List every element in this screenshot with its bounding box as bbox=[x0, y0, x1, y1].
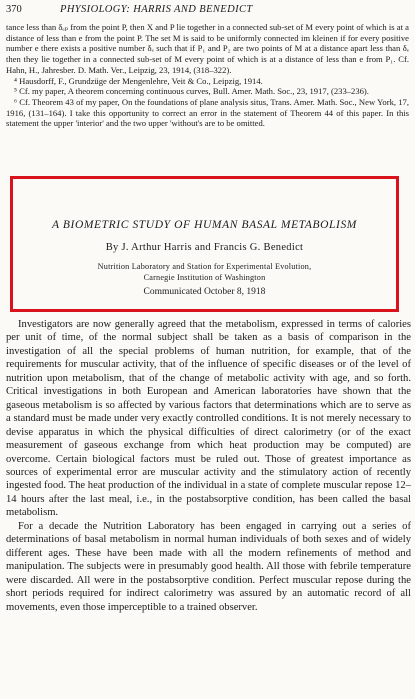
affiliation-line-2: Carnegie Institution of Washington bbox=[143, 272, 266, 282]
article-title: A BIOMETRIC STUDY OF HUMAN BASAL METABOLISM bbox=[52, 219, 357, 231]
body-paragraph-1: Investigators are now generally agreed that the metabolism, expressed in terms of calories per unit of time, of the normal subject shall be taken as a basis of comparison in the investigation of all the special problems of human nutrition, for example, that of the requirements for muscular activity, that of the influence of specific diseases or of the level of nutrition upon metabolism, that of the change of metabolic activity with age, and so forth. Critical investigations in both European and American laboratories have shown that the gaseous metabolism is so affected by various factors that determinations which are to serve as a standard must be made under very exactly controlled conditions. It is not merely necessary to devise apparatus in which the physical difficulties of direct calorimetry (or of the exact measurement of gaseous exchange from which heat production may be computed) are overcome. Certain biological factors must be ruled out. Those of greatest importance as sources of experimental error are muscular activity and the stimulatory action of recently ingested food. The heat production of the individual in a state of complete muscular repose 12–14 hours after the last meal, i.e., in the postabsorptive condition, has been called the basal metabolism. bbox=[6, 319, 411, 519]
article-body bbox=[6, 318, 411, 614]
running-head-title: PHYSIOLOGY: HARRIS AND BENEDICT bbox=[60, 4, 253, 15]
body-paragraph-2: For a decade the Nutrition Laboratory has been engaged in carrying out a series of determinations of basal metabolism in normal human individuals of both sexes and of widely different ages. These have been made with all the modern refinements of method and manipulation. The subjects were in presumably good health. All those with febrile temperature were discarded. All were in the postabsorptive condition. Perfect muscular repose during the short periods required for indirect calorimetry was assured by an automatic record of all movements, even those imperceptible to a trained observer. bbox=[6, 520, 411, 613]
running-head bbox=[6, 3, 409, 17]
article-affiliation bbox=[13, 262, 396, 283]
page-number: 370 bbox=[6, 4, 22, 15]
footnotes bbox=[6, 22, 409, 129]
footnote-5: ⁵ Cf. my paper, A theorem concerning continuous curves, Bull. Amer. Math. Soc., 23, 1917, (233–236). bbox=[14, 86, 369, 97]
footnote-4: ⁴ Hausdorff, F., Grundzüge der Mengenlehre, Veit & Co., Leipzig, 1914. bbox=[14, 75, 263, 86]
affiliation-line-1: Nutrition Laboratory and Station for Experimental Evolution, bbox=[97, 262, 312, 271]
footnote-6: ⁶ Cf. Theorem 43 of my paper, On the foundations of plane analysis situs, Trans. Amer. Math. Soc., New York, 17, 1916, (131–164). I take this opportunity to correct an error in the statement of Theorem 44 of this paper. In this statement the upper 'interior' and the two upper 'without's are to be omitted. bbox=[6, 96, 409, 129]
footnote-continuation: tance less than δₑₚ from the point P, then X and P lie together in a connected sub-set of M every point of which is at a distance of less than e from the point P. The set M is said to be uniformly connected im kleinen if for every positive number e there exists a positive number δₑ such that if P₁ and P₂ are two points of M at a distance apart less than δₑ then they lie together in a connected sub-set of M every point of which is at a distance of less than e from P₁. Cf. Hahn, H., Jahresber. D. Math. Ver., Leipzig, 23, 1914, (318–322). bbox=[6, 22, 409, 75]
article-header-highlight bbox=[10, 176, 399, 312]
article-byline: By J. Arthur Harris and Francis G. Benedict bbox=[105, 242, 304, 253]
communicated-date: Communicated October 8, 1918 bbox=[143, 287, 266, 297]
